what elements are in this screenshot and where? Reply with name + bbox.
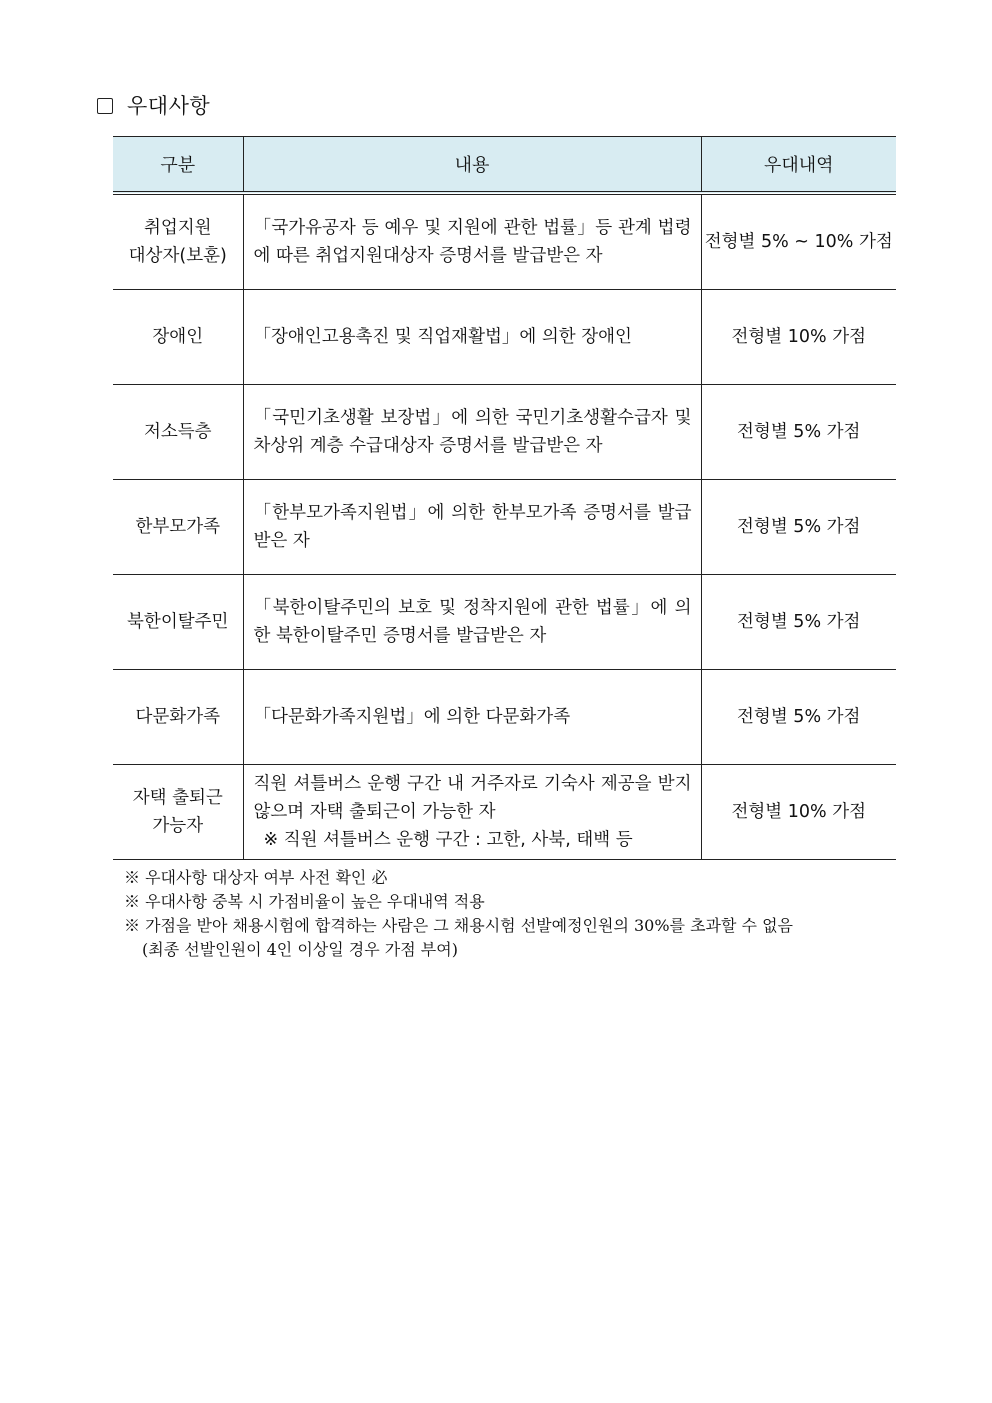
row-category bbox=[113, 290, 243, 385]
row-category bbox=[113, 193, 243, 290]
preference-table bbox=[113, 136, 896, 860]
footnote: ※ 가점을 받아 채용시험에 합격하는 사람은 그 채용시험 선발예정인원의 30%를 초과할 수 없음 bbox=[124, 916, 794, 935]
row-content bbox=[243, 290, 701, 385]
row-category bbox=[113, 575, 243, 670]
table-row bbox=[113, 385, 896, 480]
row-content bbox=[243, 765, 701, 860]
table-row bbox=[113, 765, 896, 860]
category-line: 가능자 bbox=[152, 816, 204, 836]
footnotes bbox=[124, 866, 793, 962]
row-content bbox=[243, 575, 701, 670]
content-note: ※ 직원 셔틀버스 운행 구간 : 고한, 사북, 태백 등 bbox=[263, 830, 633, 850]
row-category bbox=[113, 480, 243, 575]
row-content bbox=[243, 670, 701, 765]
row-benefit: 전형별 10% 가점 bbox=[701, 765, 896, 860]
row-benefit: 전형별 5% 가점 bbox=[701, 575, 896, 670]
footnote: ※ 우대사항 대상자 여부 사전 확인 必 bbox=[124, 868, 388, 887]
category-line: 한부모가족 bbox=[135, 517, 221, 537]
table-row bbox=[113, 575, 896, 670]
content-text: 「한부모가족지원법」에 의한 한부모가족 증명서를 발급 받은 자 bbox=[253, 503, 692, 551]
row-benefit: 전형별 5% ~ 10% 가점 bbox=[701, 193, 896, 290]
row-benefit: 전형별 10% 가점 bbox=[701, 290, 896, 385]
category-line: 자택 출퇴근 bbox=[132, 788, 223, 808]
table-row bbox=[113, 670, 896, 765]
header-content: 내용 bbox=[243, 137, 701, 194]
category-line: 다문화가족 bbox=[135, 707, 221, 727]
row-category bbox=[113, 765, 243, 860]
category-line: 취업지원 bbox=[143, 218, 212, 238]
table-header-row bbox=[113, 137, 896, 194]
section-heading bbox=[97, 88, 210, 122]
row-benefit: 전형별 5% 가점 bbox=[701, 480, 896, 575]
header-benefit: 우대내역 bbox=[701, 137, 896, 194]
content-text: 직원 셔틀버스 운행 구간 내 거주자로 기숙사 제공을 받지 않으며 자택 출퇴근이 가능한 자 bbox=[253, 774, 692, 822]
content-text: 「다문화가족지원법」에 의한 다문화가족 bbox=[253, 707, 571, 727]
category-line: 저소득층 bbox=[143, 422, 212, 442]
row-benefit: 전형별 5% 가점 bbox=[701, 385, 896, 480]
content-text: 「장애인고용촉진 및 직업재활법」에 의한 장애인 bbox=[253, 327, 632, 347]
row-content bbox=[243, 480, 701, 575]
row-content bbox=[243, 193, 701, 290]
row-category bbox=[113, 385, 243, 480]
row-category bbox=[113, 670, 243, 765]
checkbox-square-icon bbox=[97, 98, 113, 114]
content-text: 「국가유공자 등 예우 및 지원에 관한 법률」등 관계 법령에 따른 취업지원대상자 증명서를 발급받은 자 bbox=[253, 218, 692, 266]
row-benefit: 전형별 5% 가점 bbox=[701, 670, 896, 765]
content-text: 「북한이탈주민의 보호 및 정착지원에 관한 법률」에 의한 북한이탈주민 증명서를 발급받은 자 bbox=[253, 598, 692, 646]
row-content bbox=[243, 385, 701, 480]
table-row bbox=[113, 193, 896, 290]
table-row bbox=[113, 480, 896, 575]
footnote: ※ 우대사항 중복 시 가점비율이 높은 우대내역 적용 bbox=[124, 892, 485, 911]
category-line: 대상자(보훈) bbox=[128, 246, 227, 266]
content-text: 「국민기초생활 보장법」에 의한 국민기초생활수급자 및 차상위 계층 수급대상자 증명서를 발급받은 자 bbox=[253, 408, 692, 456]
category-line: 장애인 bbox=[152, 327, 204, 347]
header-category: 구분 bbox=[113, 137, 243, 194]
category-line: 북한이탈주민 bbox=[127, 612, 229, 632]
section-title: 우대사항 bbox=[127, 94, 211, 118]
footnote: (최종 선발인원이 4인 이상일 경우 가점 부여) bbox=[142, 940, 458, 959]
table-row bbox=[113, 290, 896, 385]
